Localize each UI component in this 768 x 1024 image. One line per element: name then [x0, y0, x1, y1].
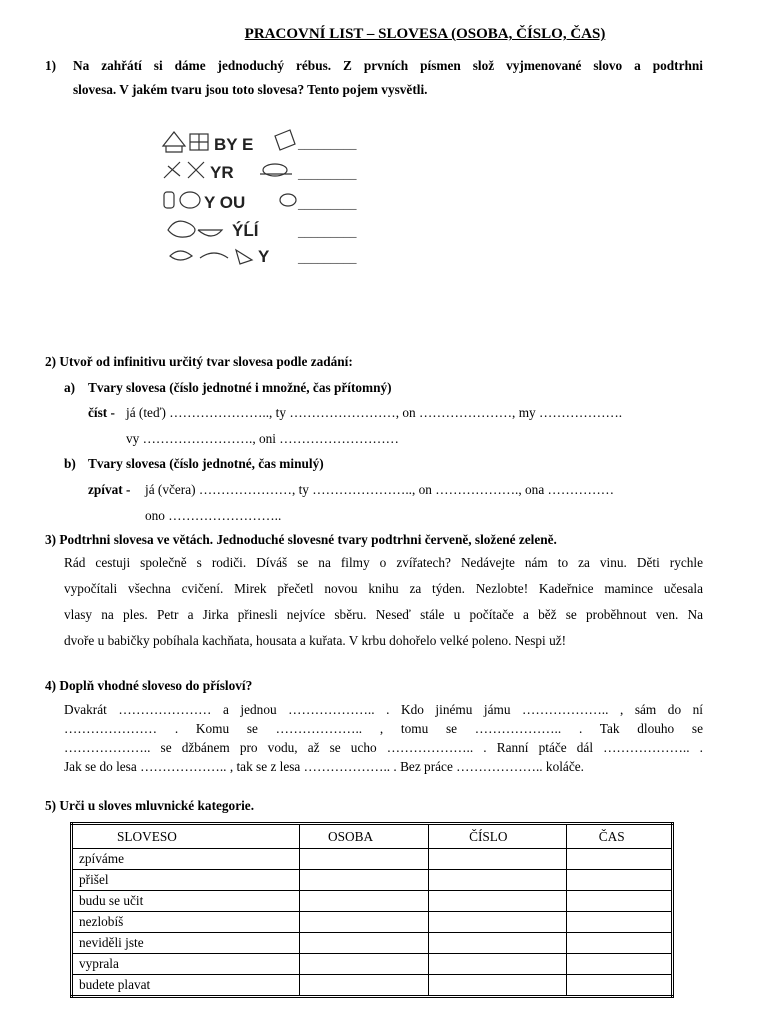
rebus-row3-blank: _________ [298, 196, 357, 211]
answer-cell[interactable] [566, 849, 672, 870]
answer-cell[interactable] [429, 849, 567, 870]
answer-cell[interactable] [300, 954, 429, 975]
q2-a-text: Tvary slovesa (číslo jednotné i množné, čas přítomný) [88, 380, 392, 395]
table-row [72, 849, 673, 870]
rebus-row2-letters: YR [210, 163, 234, 182]
q2-a-verb: číst - [88, 405, 115, 420]
column-header-cislo: ČÍSLO [429, 824, 567, 849]
rebus-row5-blank: _________ [298, 250, 357, 265]
table-header-row [72, 824, 673, 849]
rebus-image [160, 126, 370, 276]
rebus-row1-letters: BY E [214, 135, 254, 154]
q2-b-label: b) [64, 456, 76, 471]
answer-cell[interactable] [566, 912, 672, 933]
q2-a-line1: já (teď) ………………….., ty ……………………, on …………………, my ………………. [126, 405, 623, 420]
rebus-row3-letters: Y OU [204, 193, 246, 212]
q3-line: vypočítali všechna cvičení. Mirek přečetl novou knihu za týden. Nezlobte! Kadeřnice mamince učesala [64, 581, 703, 596]
q1-text-line2: slovesa. V jakém tvaru jsou toto slovesa? Tento pojem vysvětli. [73, 82, 428, 97]
q3-line: dvoře u babičky pobíhala kachňata, housata a kuřata. V krbu dohořelo velké poleno. Nespi už! [64, 633, 567, 648]
verb-cell: budu se učit [72, 891, 300, 912]
verb-cell: budete plavat [72, 974, 300, 996]
column-header-osoba: OSOBA [300, 824, 429, 849]
q3-line: vlasy na ples. Petr a Jirka přinesli nejvíce sběru. Neseď stále u počítače a běž se proběhnout ven. Na [64, 607, 703, 622]
table-row [72, 933, 673, 954]
verb-cell: přišel [72, 870, 300, 891]
table-row [72, 891, 673, 912]
q3-line: Rád cestuji společně s rodiči. Díváš se na filmy o zvířatech? Nedávejte nám to za vinu. Děti rychle [64, 555, 703, 570]
q2-b-line2: ono …………………….. [145, 508, 282, 523]
rebus-row4-blank: _________ [298, 224, 357, 239]
answer-cell[interactable] [429, 933, 567, 954]
answer-cell[interactable] [429, 870, 567, 891]
q1-number: 1) [45, 58, 57, 73]
table-row [72, 870, 673, 891]
q2-b-text: Tvary slovesa (číslo jednotné, čas minulý) [88, 456, 324, 471]
answer-cell[interactable] [300, 974, 429, 996]
rebus-row5-letters: Y [258, 247, 270, 266]
answer-cell[interactable] [429, 912, 567, 933]
verb-cell: nezlobíš [72, 912, 300, 933]
answer-cell[interactable] [566, 933, 672, 954]
answer-cell[interactable] [300, 912, 429, 933]
q4-line: Dvakrát ………………… a jednou ……………….. . Kdo jinému jámu ……………….. , sám do ní [64, 702, 703, 717]
answer-cell[interactable] [429, 974, 567, 996]
q3-heading: 3) Podtrhni slovesa ve větách. Jednoduché slovesné tvary podtrhni červeně, složené zeleně. [45, 532, 557, 547]
answer-cell[interactable] [300, 849, 429, 870]
answer-cell[interactable] [300, 933, 429, 954]
verb-cell: vyprala [72, 954, 300, 975]
q4-heading: 4) Doplň vhodné sloveso do přísloví? [45, 678, 253, 693]
q4-line: ………………… . Komu se ……………….. , tomu se ……………….. . Tak dlouho se [64, 721, 703, 736]
answer-cell[interactable] [566, 891, 672, 912]
column-header-sloveso: SLOVESO [72, 824, 300, 849]
column-header-cas: ČAS [566, 824, 672, 849]
q5-heading: 5) Urči u sloves mluvnické kategorie. [45, 798, 255, 813]
q2-b-verb: zpívat - [88, 482, 131, 497]
verb-cell: zpíváme [72, 849, 300, 870]
verb-cell: neviděli jste [72, 933, 300, 954]
answer-cell[interactable] [566, 870, 672, 891]
q1-text-line1: Na zahřátí si dáme jednoduchý rébus. Z prvních písmen slož vyjmenované slovo a podtrhni [73, 58, 703, 73]
q2-heading: 2) Utvoř od infinitivu určitý tvar slovesa podle zadání: [45, 354, 353, 369]
answer-cell[interactable] [429, 891, 567, 912]
table-row [72, 974, 673, 996]
rebus-row1-blank: _________ [298, 136, 357, 151]
table-row [72, 954, 673, 975]
q2-a-line2: vy ……………………., oni ……………………… [126, 431, 399, 446]
table-row [72, 912, 673, 933]
rebus-row2-blank: _________ [298, 166, 357, 181]
page-title: PRACOVNÍ LIST – SLOVESA (OSOBA, ČÍSLO, ČAS) [244, 26, 606, 42]
answer-cell[interactable] [300, 891, 429, 912]
answer-cell[interactable] [300, 870, 429, 891]
answer-cell[interactable] [566, 954, 672, 975]
categories-table [70, 822, 674, 998]
q4-line: ……………….. se džbánem pro vodu, až se ucho ……………….. . Ranní ptáče dál ……………….. . [64, 740, 703, 755]
answer-cell[interactable] [566, 974, 672, 996]
q2-a-label: a) [64, 380, 76, 395]
q4-line: Jak se do lesa ……………….. , tak se z lesa ……………….. . Bez práce ……………….. koláče. [64, 759, 584, 774]
q2-b-line1: já (včera) …………………, ty ………………….., on ………………., ona …………… [145, 482, 615, 497]
answer-cell[interactable] [429, 954, 567, 975]
rebus-row4-letters: ÝĹÍ [232, 221, 259, 240]
